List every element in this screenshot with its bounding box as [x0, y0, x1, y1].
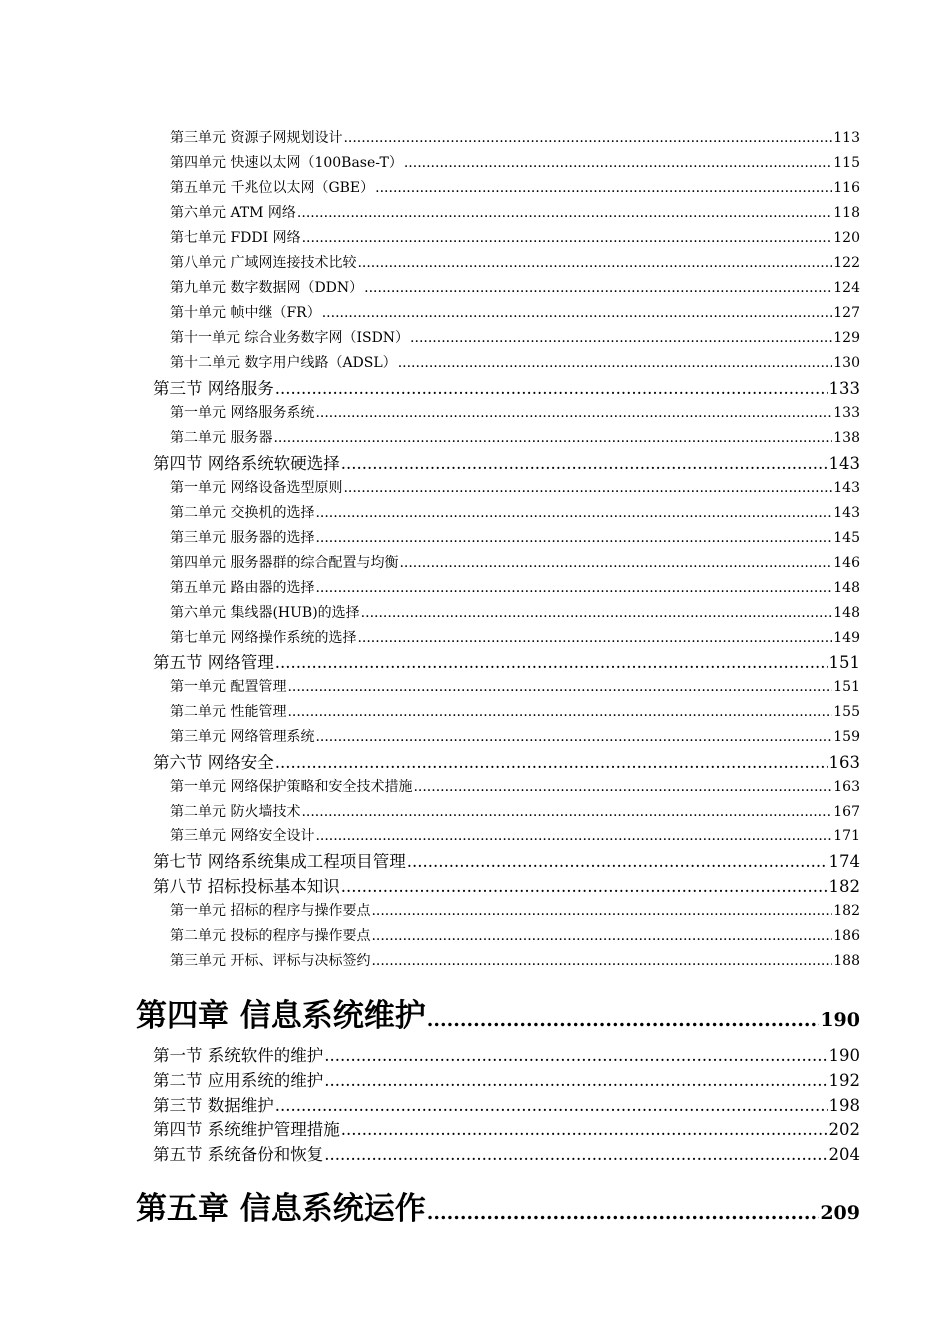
- toc-entry-page: 120: [833, 230, 860, 246]
- toc-entry-page: 171: [833, 828, 860, 844]
- toc-entry[interactable]: [170, 602, 860, 622]
- toc-section[interactable]: [153, 848, 860, 870]
- toc-entry[interactable]: [170, 676, 860, 696]
- toc-entry-title: 第五节 系统备份和恢复: [153, 1145, 324, 1164]
- toc-entry[interactable]: [170, 552, 860, 572]
- toc-entry-page: 192: [828, 1071, 860, 1090]
- dot-leader: [399, 555, 832, 571]
- toc-entry[interactable]: [170, 402, 860, 422]
- toc-entry-page: 190: [828, 1046, 860, 1065]
- dot-leader: [404, 155, 832, 171]
- toc-entry-page: 143: [833, 480, 860, 496]
- dot-leader: [315, 505, 832, 521]
- toc-entry-title: 第七单元 网络操作系统的选择: [170, 630, 357, 646]
- toc-entry-title: 第四节 网络系统软硬选择: [153, 454, 340, 473]
- toc-entry-title: 第七节 网络系统集成工程项目管理: [153, 852, 406, 871]
- toc-entry[interactable]: [170, 427, 860, 447]
- toc-entry-title: 第六节 网络安全: [153, 753, 274, 772]
- toc-entry[interactable]: [170, 950, 860, 970]
- toc-entry-title: 第六单元 ATM 网络: [170, 205, 296, 221]
- dot-leader: [371, 928, 832, 944]
- dot-leader: [315, 530, 832, 546]
- toc-entry-page: 143: [833, 505, 860, 521]
- toc-entry-page: 124: [833, 280, 860, 296]
- toc-entry-page: 133: [828, 379, 860, 398]
- toc-entry-title: 第四单元 服务器群的综合配置与均衡: [170, 555, 399, 571]
- toc-entry-title: 第五节 网络管理: [153, 653, 274, 672]
- toc-entry[interactable]: [170, 825, 860, 845]
- toc-entry-page: 145: [833, 530, 860, 546]
- toc-entry-page: 148: [833, 605, 860, 621]
- dot-leader: [341, 1120, 828, 1139]
- dot-leader: [364, 280, 832, 296]
- toc-entry-title: 第十二单元 数字用户线路（ADSL）: [170, 355, 397, 371]
- dot-leader: [287, 679, 832, 695]
- dot-leader: [275, 379, 828, 398]
- toc-entry-title: 第一单元 网络设备选型原则: [170, 480, 343, 496]
- dot-leader: [302, 230, 833, 246]
- dot-leader: [275, 753, 828, 772]
- toc-entry[interactable]: [170, 302, 860, 322]
- dot-leader: [287, 704, 832, 720]
- toc-entry-page: 190: [820, 1009, 860, 1031]
- dot-leader: [375, 180, 832, 196]
- toc-entry-page: 202: [828, 1120, 860, 1139]
- dot-leader: [341, 454, 828, 473]
- toc-entry-title: 第十单元 帧中继（FR）: [170, 305, 321, 321]
- toc-chapter[interactable]: [136, 990, 860, 1034]
- dot-leader: [427, 1202, 820, 1224]
- dot-leader: [275, 653, 828, 672]
- toc-entry[interactable]: [170, 252, 860, 272]
- toc-entry-title: 第四章 信息系统维护: [136, 998, 426, 1034]
- dot-leader: [357, 630, 832, 646]
- toc-entry[interactable]: [170, 152, 860, 172]
- dot-leader: [407, 852, 828, 871]
- toc-entry-title: 第一单元 网络服务系统: [170, 405, 315, 421]
- dot-leader: [410, 330, 832, 346]
- dot-leader: [297, 205, 832, 221]
- toc-entry[interactable]: [170, 925, 860, 945]
- toc-entry-page: 163: [828, 753, 860, 772]
- toc-entry-page: 113: [833, 130, 860, 146]
- toc-entry-title: 第二单元 性能管理: [170, 704, 287, 720]
- toc-entry[interactable]: [170, 227, 860, 247]
- dot-leader: [361, 605, 833, 621]
- toc-entry-title: 第二单元 防火墙技术: [170, 804, 301, 820]
- toc-entry-title: 第三单元 服务器的选择: [170, 530, 315, 546]
- dot-leader: [371, 953, 832, 969]
- toc-entry-title: 第十一单元 综合业务数字网（ISDN）: [170, 330, 410, 346]
- toc-entry-title: 第三单元 开标、评标与决标签约: [170, 953, 371, 969]
- toc-entry-page: 198: [828, 1096, 860, 1115]
- toc-section[interactable]: [153, 1067, 860, 1089]
- dot-leader: [427, 1009, 820, 1031]
- toc-entry-title: 第四节 系统维护管理措施: [153, 1120, 340, 1139]
- dot-leader: [315, 580, 832, 596]
- dot-leader: [315, 828, 832, 844]
- toc-entry-title: 第一单元 配置管理: [170, 679, 287, 695]
- toc-chapter[interactable]: [136, 1183, 860, 1227]
- toc-entry-page: 204: [828, 1145, 860, 1164]
- toc-entry-page: 155: [833, 704, 860, 720]
- toc-entry[interactable]: [170, 477, 860, 497]
- toc-entry-page: 209: [820, 1202, 860, 1224]
- toc-entry-title: 第三节 网络服务: [153, 379, 274, 398]
- toc-entry-title: 第九单元 数字数据网（DDN）: [170, 280, 364, 296]
- toc-entry-page: 127: [833, 305, 860, 321]
- toc-section[interactable]: [153, 649, 860, 671]
- toc-entry-page: 186: [833, 928, 860, 944]
- toc-entry-page: 182: [828, 877, 860, 896]
- toc-entry-page: 130: [833, 355, 860, 371]
- dot-leader: [324, 1046, 827, 1065]
- toc-entry-page: 182: [833, 903, 860, 919]
- toc-section[interactable]: [153, 1092, 860, 1114]
- toc-entry-title: 第一单元 招标的程序与操作要点: [170, 903, 371, 919]
- toc-entry-title: 第五章 信息系统运作: [136, 1191, 426, 1227]
- toc-entry-page: 118: [833, 205, 860, 221]
- toc-entry-page: 148: [833, 580, 860, 596]
- toc-entry-page: 116: [833, 180, 860, 196]
- toc-entry[interactable]: [170, 577, 860, 597]
- toc-entry[interactable]: [170, 327, 860, 347]
- toc-entry-title: 第三单元 网络管理系统: [170, 729, 315, 745]
- dot-leader: [324, 1071, 827, 1090]
- toc-entry-title: 第二节 应用系统的维护: [153, 1071, 324, 1090]
- toc-entry-title: 第三单元 资源子网规划设计: [170, 130, 343, 146]
- dot-leader: [357, 255, 832, 271]
- toc-entry[interactable]: [170, 527, 860, 547]
- toc-entry[interactable]: [170, 127, 860, 147]
- toc-entry-title: 第二单元 服务器: [170, 430, 273, 446]
- toc-entry-page: 167: [833, 804, 860, 820]
- toc-entry[interactable]: [170, 277, 860, 297]
- toc-entry-title: 第八节 招标投标基本知识: [153, 877, 340, 896]
- toc-entry[interactable]: [170, 776, 860, 796]
- toc-entry-title: 第四单元 快速以太网（100Base-T）: [170, 155, 403, 171]
- toc-entry-title: 第一节 系统软件的维护: [153, 1046, 324, 1065]
- toc-entry-title: 第六单元 集线器(HUB)的选择: [170, 605, 360, 621]
- toc-entry[interactable]: [170, 177, 860, 197]
- dot-leader: [301, 804, 832, 820]
- dot-leader: [322, 305, 833, 321]
- toc-entry-page: 143: [828, 454, 860, 473]
- toc-entry-page: 174: [828, 852, 860, 871]
- dot-leader: [413, 779, 832, 795]
- toc-entry[interactable]: [170, 202, 860, 222]
- toc-entry[interactable]: [170, 801, 860, 821]
- toc-entry-page: 146: [833, 555, 860, 571]
- toc-entry-page: 129: [833, 330, 860, 346]
- dot-leader: [315, 729, 832, 745]
- toc-entry-title: 第五单元 千兆位以太网（GBE）: [170, 180, 375, 196]
- dot-leader: [315, 405, 832, 421]
- dot-leader: [275, 1096, 828, 1115]
- dot-leader: [273, 430, 832, 446]
- toc-entry-page: 159: [833, 729, 860, 745]
- toc-section[interactable]: [153, 749, 860, 771]
- toc-entry-page: 115: [833, 155, 860, 171]
- dot-leader: [324, 1145, 827, 1164]
- dot-leader: [341, 877, 828, 896]
- dot-leader: [398, 355, 833, 371]
- toc-entry[interactable]: [170, 701, 860, 721]
- toc-entry-page: 133: [833, 405, 860, 421]
- toc-entry-page: 151: [833, 679, 860, 695]
- toc-entry-page: 163: [833, 779, 860, 795]
- toc-entry[interactable]: [170, 352, 860, 372]
- toc-entry-title: 第二单元 投标的程序与操作要点: [170, 928, 371, 944]
- toc-entry-page: 149: [833, 630, 860, 646]
- toc-section[interactable]: [153, 873, 860, 895]
- toc-entry-title: 第五单元 路由器的选择: [170, 580, 315, 596]
- dot-leader: [371, 903, 832, 919]
- toc-entry[interactable]: [170, 900, 860, 920]
- toc-entry-title: 第八单元 广域网连接技术比较: [170, 255, 357, 271]
- toc-section[interactable]: [153, 1042, 860, 1064]
- toc-section[interactable]: [153, 1116, 860, 1138]
- toc-entry-title: 第三单元 网络安全设计: [170, 828, 315, 844]
- toc-entry-page: 122: [833, 255, 860, 271]
- toc-entry-title: 第二单元 交换机的选择: [170, 505, 315, 521]
- dot-leader: [343, 130, 832, 146]
- toc-entry[interactable]: [170, 502, 860, 522]
- toc-section[interactable]: [153, 1141, 860, 1163]
- toc-entry-page: 188: [833, 953, 860, 969]
- toc-entry-title: 第三节 数据维护: [153, 1096, 274, 1115]
- toc-entry[interactable]: [170, 726, 860, 746]
- toc-entry-page: 151: [828, 653, 860, 672]
- toc-entry[interactable]: [170, 627, 860, 647]
- toc-entry-title: 第七单元 FDDI 网络: [170, 230, 301, 246]
- toc-section[interactable]: [153, 450, 860, 472]
- dot-leader: [343, 480, 832, 496]
- toc-entry-title: 第一单元 网络保护策略和安全技术措施: [170, 779, 413, 795]
- toc-entry-page: 138: [833, 430, 860, 446]
- toc-section[interactable]: [153, 375, 860, 397]
